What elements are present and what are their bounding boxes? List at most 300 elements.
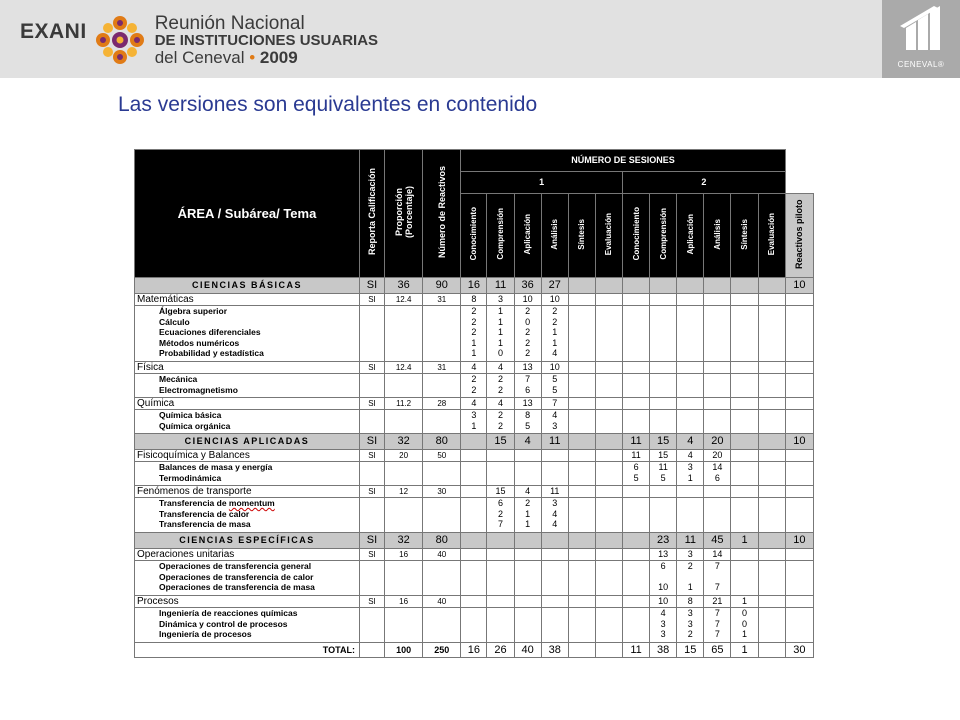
table-cell (758, 294, 785, 306)
table-cell (785, 608, 813, 643)
table-cell (568, 608, 595, 643)
table-cell: 15 (650, 450, 677, 462)
table-cell (461, 561, 487, 596)
table-cell (514, 462, 541, 486)
table-cell: 3 4 4 (541, 498, 568, 533)
table-cell (568, 410, 595, 434)
table-cell: 6 2 7 (487, 498, 514, 533)
table-cell (623, 398, 650, 410)
table-cell (623, 561, 650, 596)
table-cell (731, 450, 758, 462)
table-cell: CIENCIAS ESPECÍFICAS (135, 533, 360, 549)
col-piloto: Reactivos piloto (785, 194, 813, 278)
table-cell: 12.4 (385, 362, 423, 374)
table-cell: 10 (541, 294, 568, 306)
table-cell: 15 (677, 643, 704, 658)
cog-header: Análisis (704, 194, 731, 278)
table-cell (514, 608, 541, 643)
table-cell (704, 410, 731, 434)
table-cell (758, 549, 785, 561)
table-cell (704, 294, 731, 306)
table-cell (785, 462, 813, 486)
table-cell (758, 306, 785, 362)
table-cell (731, 410, 758, 434)
table-cell (595, 398, 622, 410)
table-cell (623, 374, 650, 398)
table-cell: 4 (677, 450, 704, 462)
table-cell: 2 1 1 (514, 498, 541, 533)
table-cell: 3 (677, 549, 704, 561)
event-line-1: Reunión Nacional (154, 12, 305, 34)
table-row (135, 362, 814, 374)
session-1-header: 1 (461, 172, 623, 194)
table-cell: Matemáticas (135, 294, 360, 306)
table-cell (785, 596, 813, 608)
table-cell (650, 486, 677, 498)
table-cell: 38 (541, 643, 568, 658)
table-cell (785, 498, 813, 533)
table-cell: 4 (487, 362, 514, 374)
table-cell (461, 462, 487, 486)
cog-header: Síntesis (731, 194, 758, 278)
table-cell: 11 (541, 486, 568, 498)
table-cell: 3 (487, 294, 514, 306)
cog-header: Comprensión (487, 194, 514, 278)
table-cell (731, 561, 758, 596)
table-row (135, 608, 814, 643)
table-cell: 2 0 2 2 2 (514, 306, 541, 362)
cog-header: Síntesis (568, 194, 595, 278)
table-cell: 2 1 (677, 561, 704, 596)
table-cell: SI (359, 486, 384, 498)
table-cell (785, 561, 813, 596)
table-cell: 13 (514, 398, 541, 410)
table-cell (785, 294, 813, 306)
table-cell (568, 362, 595, 374)
table-cell (704, 498, 731, 533)
table-cell: 16 (385, 549, 423, 561)
event-line-2: DE INSTITUCIONES USUARIAS (154, 31, 379, 49)
table-cell: 10 (785, 434, 813, 450)
table-cell (595, 294, 622, 306)
table-cell: 1 (731, 643, 758, 658)
table-cell (461, 533, 487, 549)
col-proporcion: Proporción (Porcentaje) (385, 150, 423, 278)
table-cell (758, 410, 785, 434)
table-cell (514, 533, 541, 549)
table-cell (677, 498, 704, 533)
table-cell (758, 434, 785, 450)
table-cell: 11 (623, 643, 650, 658)
flower-logo-icon (91, 11, 149, 69)
table-cell (461, 498, 487, 533)
table-cell (541, 596, 568, 608)
table-cell (731, 434, 758, 450)
table-cell (677, 398, 704, 410)
table-cell: 11 (677, 533, 704, 549)
table-cell (595, 450, 622, 462)
table-cell: 100 (385, 643, 423, 658)
table-cell (677, 410, 704, 434)
table-cell (487, 561, 514, 596)
table-cell (623, 362, 650, 374)
table-cell (541, 533, 568, 549)
table-row (135, 434, 814, 450)
table-cell (461, 596, 487, 608)
table-cell (385, 410, 423, 434)
table-row (135, 486, 814, 498)
table-cell (758, 450, 785, 462)
table-cell: 80 (423, 434, 461, 450)
table-cell (785, 374, 813, 398)
table-cell (568, 434, 595, 450)
table-row (135, 450, 814, 462)
table-cell: SI (359, 398, 384, 410)
table-cell (359, 306, 384, 362)
table-cell (758, 608, 785, 643)
table-row (135, 533, 814, 549)
table-cell (568, 498, 595, 533)
table-cell (514, 596, 541, 608)
table-cell (595, 643, 622, 658)
table-cell (731, 294, 758, 306)
table-cell (623, 294, 650, 306)
table-cell (568, 533, 595, 549)
table-cell (359, 643, 384, 658)
table-cell (385, 498, 423, 533)
table-cell: 1 1 1 1 0 (487, 306, 514, 362)
header-band (0, 0, 960, 78)
ceneval-logo (882, 0, 960, 78)
table-cell (623, 278, 650, 294)
table-cell: 21 (704, 596, 731, 608)
table-cell (541, 462, 568, 486)
table-row (135, 498, 814, 533)
table-cell: 13 (650, 549, 677, 561)
table-cell (650, 306, 677, 362)
table-cell: 31 (423, 294, 461, 306)
table-cell: 50 (423, 450, 461, 462)
session-2-header: 2 (623, 172, 786, 194)
table-cell (595, 486, 622, 498)
table-cell: Mecánica Electromagnetismo (135, 374, 360, 398)
table-cell: SI (359, 294, 384, 306)
table-cell (650, 362, 677, 374)
cog-header: Análisis (541, 194, 568, 278)
table-cell: 11 (623, 434, 650, 450)
table-cell (650, 374, 677, 398)
table-cell: 30 (423, 486, 461, 498)
sessions-header: NÚMERO DE SESIONES (461, 150, 785, 172)
table-cell (785, 450, 813, 462)
table-cell: 16 (461, 278, 487, 294)
table-cell: 12.4 (385, 294, 423, 306)
table-cell: 20 (385, 450, 423, 462)
cog-header: Conocimiento (461, 194, 487, 278)
table-row (135, 398, 814, 410)
table-cell: Álgebra superior Cálculo Ecuaciones diferenciales Métodos numéricos Probabilidad y estadística (135, 306, 360, 362)
cog-header: Aplicación (514, 194, 541, 278)
table-cell: 7 7 7 (704, 608, 731, 643)
table-cell: Química (135, 398, 360, 410)
table-cell: 38 (650, 643, 677, 658)
cog-header: Evaluación (595, 194, 622, 278)
table-cell: Balances de masa y energía Termodinámica (135, 462, 360, 486)
table-cell: 40 (423, 596, 461, 608)
table-cell: 2 2 (461, 374, 487, 398)
table-cell (731, 462, 758, 486)
slide-title: Las versiones son equivalentes en contenido (118, 93, 538, 116)
table-cell: SI (359, 596, 384, 608)
table-cell: 1 (731, 533, 758, 549)
table-cell (461, 549, 487, 561)
table-cell (758, 533, 785, 549)
table-cell: 40 (514, 643, 541, 658)
table-cell (423, 462, 461, 486)
table-cell: SI (359, 450, 384, 462)
table-cell (461, 608, 487, 643)
table-cell (677, 374, 704, 398)
table-cell (568, 486, 595, 498)
table-cell (595, 533, 622, 549)
blank-corner (785, 150, 813, 172)
table-cell (423, 561, 461, 596)
table-cell: 15 (487, 434, 514, 450)
table-cell (677, 486, 704, 498)
table-cell: 2 2 1 1 4 (541, 306, 568, 362)
table-cell (487, 450, 514, 462)
table-cell: 40 (423, 549, 461, 561)
table-cell: SI (359, 362, 384, 374)
table-cell: Procesos (135, 596, 360, 608)
cog-header: Evaluación (758, 194, 785, 278)
table-cell: 12 (385, 486, 423, 498)
table-cell (461, 434, 487, 450)
table-cell (785, 410, 813, 434)
table-cell: Química básica Química orgánica (135, 410, 360, 434)
table-cell (623, 533, 650, 549)
table-cell (595, 561, 622, 596)
table-cell: 27 (541, 278, 568, 294)
table-cell: 16 (385, 596, 423, 608)
table-cell: 15 (487, 486, 514, 498)
table-cell (758, 398, 785, 410)
table-cell: 8 (461, 294, 487, 306)
table-cell: 20 (704, 450, 731, 462)
table-cell (568, 398, 595, 410)
total-label: TOTAL: (135, 643, 360, 658)
table-cell: SI (359, 549, 384, 561)
table-cell (385, 306, 423, 362)
table-cell (385, 608, 423, 643)
table-cell (731, 362, 758, 374)
table-cell: 10 (541, 362, 568, 374)
table-cell: 11 (623, 450, 650, 462)
table-cell (423, 306, 461, 362)
table-cell (541, 549, 568, 561)
table-cell (595, 306, 622, 362)
table-cell (541, 561, 568, 596)
table-cell: Ingeniería de reacciones químicas Dinámica y control de procesos Ingeniería de procesos (135, 608, 360, 643)
table-cell (758, 486, 785, 498)
table-cell (623, 596, 650, 608)
table-cell: Operaciones de transferencia general Operaciones de transferencia de calor Operaciones de transferencia de masa (135, 561, 360, 596)
table-cell (677, 294, 704, 306)
table-cell (650, 278, 677, 294)
table-cell (487, 608, 514, 643)
table-row (135, 410, 814, 434)
table-cell: 36 (514, 278, 541, 294)
table-cell (385, 462, 423, 486)
event-logo (20, 6, 378, 74)
table-cell (423, 410, 461, 434)
table-row (135, 596, 814, 608)
table-row (135, 306, 814, 362)
table-cell: Fisicoquímica y Balances (135, 450, 360, 462)
table-cell (623, 608, 650, 643)
table-cell: 4 (461, 398, 487, 410)
table-cell (359, 498, 384, 533)
table-cell: 6 10 (650, 561, 677, 596)
table-cell (595, 362, 622, 374)
table-cell: 45 (704, 533, 731, 549)
table-cell: Transferencia de momentum Transferencia de calor Transferencia de masa (135, 498, 360, 533)
table-cell (650, 398, 677, 410)
cog-header: Conocimiento (623, 194, 650, 278)
table-cell (568, 643, 595, 658)
table-cell (568, 462, 595, 486)
table-cell (595, 410, 622, 434)
table-cell: 32 (385, 434, 423, 450)
table-cell: 15 (650, 434, 677, 450)
table-cell (623, 498, 650, 533)
table-cell: 250 (423, 643, 461, 658)
table-cell: Física (135, 362, 360, 374)
cog-header: Comprensión (650, 194, 677, 278)
table-row (135, 561, 814, 596)
table-cell: CIENCIAS APLICADAS (135, 434, 360, 450)
table-cell: 32 (385, 533, 423, 549)
table-cell: 7 7 (704, 561, 731, 596)
table-cell (623, 410, 650, 434)
table-cell: SI (359, 533, 384, 549)
table-cell: 80 (423, 533, 461, 549)
table-row (135, 549, 814, 561)
table-cell (785, 362, 813, 374)
table-cell (461, 486, 487, 498)
table-cell (677, 278, 704, 294)
table-cell: 11 (487, 278, 514, 294)
table-cell (568, 374, 595, 398)
table-cell (731, 486, 758, 498)
table-cell: 14 (704, 549, 731, 561)
blank-corner-2 (785, 172, 813, 194)
table-cell: 4 (514, 434, 541, 450)
area-header: ÁREA / Subárea/ Tema (135, 150, 360, 278)
table-cell: 11 (541, 434, 568, 450)
table-cell (568, 278, 595, 294)
table-cell: 65 (704, 643, 731, 658)
table-cell: 11.2 (385, 398, 423, 410)
table-cell: 3 1 (461, 410, 487, 434)
table-cell: 5 5 (541, 374, 568, 398)
table-cell (487, 549, 514, 561)
table-row (135, 462, 814, 486)
table-cell (359, 608, 384, 643)
table-cell: 8 5 (514, 410, 541, 434)
table-cell (595, 278, 622, 294)
table-cell: 6 5 (623, 462, 650, 486)
table-cell (568, 294, 595, 306)
table-cell: 10 (785, 533, 813, 549)
table-cell (623, 306, 650, 362)
table-cell: SI (359, 278, 384, 294)
table-cell: 2 2 (487, 410, 514, 434)
table-cell: 7 (541, 398, 568, 410)
table-cell: 23 (650, 533, 677, 549)
table-cell (359, 374, 384, 398)
table-cell (785, 398, 813, 410)
table-cell: 30 (785, 643, 813, 658)
table-cell: 0 0 1 (731, 608, 758, 643)
table-cell (758, 278, 785, 294)
table-cell (423, 374, 461, 398)
table-cell (359, 410, 384, 434)
table-cell: 10 (785, 278, 813, 294)
table-cell (595, 374, 622, 398)
table-cell: 13 (514, 362, 541, 374)
table-cell (704, 362, 731, 374)
table-row (135, 643, 814, 658)
table-cell (731, 374, 758, 398)
table-cell (595, 462, 622, 486)
table-cell: 26 (487, 643, 514, 658)
table-cell (595, 434, 622, 450)
table-cell (385, 374, 423, 398)
table-cell (785, 486, 813, 498)
table-cell (650, 498, 677, 533)
table-cell (487, 462, 514, 486)
table-cell (704, 278, 731, 294)
table-cell (359, 462, 384, 486)
table-cell (595, 608, 622, 643)
table-cell (758, 561, 785, 596)
table-cell: 7 6 (514, 374, 541, 398)
table-cell: SI (359, 434, 384, 450)
table-cell (423, 498, 461, 533)
table-cell (650, 410, 677, 434)
table-cell (758, 498, 785, 533)
table-cell: 3 3 2 (677, 608, 704, 643)
table-cell: 4 (677, 434, 704, 450)
table-cell (514, 450, 541, 462)
table-cell: 20 (704, 434, 731, 450)
table-cell: 4 (461, 362, 487, 374)
table-cell (514, 549, 541, 561)
table-cell: 10 (650, 596, 677, 608)
table-cell (541, 450, 568, 462)
table-cell (704, 486, 731, 498)
table-cell (731, 498, 758, 533)
table-cell (704, 374, 731, 398)
table-cell (568, 450, 595, 462)
table-cell (359, 561, 384, 596)
table-cell (487, 533, 514, 549)
table-cell (595, 596, 622, 608)
table-cell (595, 549, 622, 561)
table-cell: 11 5 (650, 462, 677, 486)
table-row (135, 374, 814, 398)
